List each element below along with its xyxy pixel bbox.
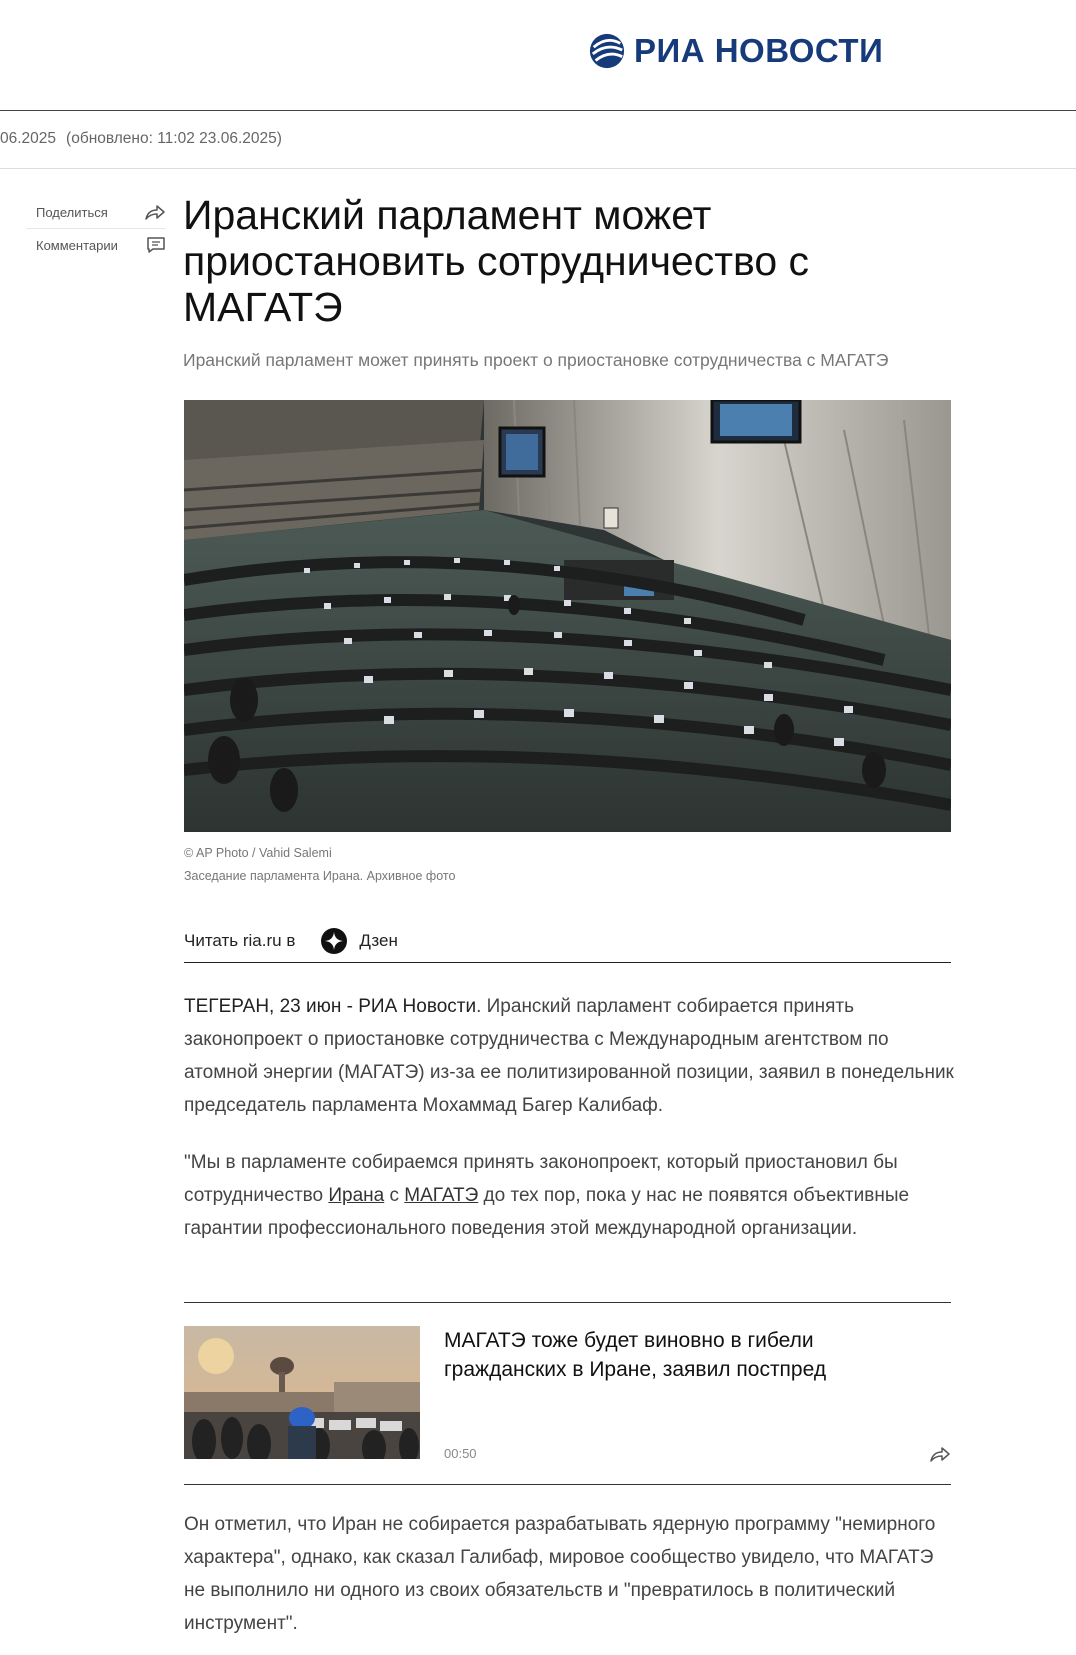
related-video-thumbnail[interactable] [184, 1326, 420, 1459]
related-article[interactable] [184, 1302, 951, 1485]
share-label: Поделиться [36, 204, 108, 220]
dzen-label: Дзен [359, 931, 398, 950]
share-arrow-icon [144, 203, 166, 221]
paragraph-1 [184, 990, 954, 1122]
article-subtitle: Иранский парламент может принять проект о приостановке сотрудничества с МАГАТЭ [183, 350, 889, 370]
comments-button[interactable] [26, 228, 166, 261]
ria-logo[interactable] [588, 30, 883, 72]
site-header [0, 0, 1076, 111]
paragraph-2 [184, 1146, 954, 1245]
publish-date: 06.2025 [0, 130, 57, 147]
comments-label: Комментарии [36, 237, 118, 253]
article-title: Иранский парламент может приостановить сотрудничество с МАГАТЭ [183, 192, 810, 330]
photo-caption: Заседание парламента Ирана. Архивное фото [184, 869, 456, 883]
paragraph-1-text: . Иранский парламент собирается принять законопроект о приостановке сотрудничества с Международным агентством по атомной энергии (МАГАТЭ) из-за ее политизированной позиции, заявил в понедельник председатель парламента Мохаммад Багер Калибаф. [184, 996, 954, 1116]
read-in-label: Читать ria.ru в [184, 931, 296, 950]
ria-globe-icon [588, 32, 626, 70]
paragraph-2-part2: с [384, 1185, 405, 1206]
parliament-hall-illustration [184, 400, 951, 832]
related-title[interactable]: МАГАТЭ тоже будет виновно в гибели гражданских в Иране, заявил постпред [444, 1329, 827, 1381]
comment-icon [146, 236, 166, 254]
iaea-link[interactable]: МАГАТЭ [404, 1185, 479, 1206]
share-arrow-icon[interactable] [929, 1445, 951, 1463]
divider [0, 168, 1076, 169]
paragraph-2-part3: до тех пор, пока у нас не появятся объективные гарантии профессионального поведения этой международной организации. [184, 1185, 910, 1239]
logo-text: РИА НОВОСТИ [634, 32, 884, 69]
article-photo[interactable] [184, 400, 951, 832]
read-in-dzen[interactable] [184, 920, 951, 963]
paragraph-2-part1: "Мы в парламенте собираемся принять законопроект, который приостановил бы сотрудничество [184, 1152, 898, 1206]
updated-date: (обновлено: 11:02 23.06.2025) [66, 130, 282, 147]
lead-dateline: ТЕГЕРАН, 23 июн - РИА Новости [184, 996, 477, 1017]
paragraph-3: Он отметил, что Иран не собирается разрабатывать ядерную программу "немирного характера", однако, как сказал Галибаф, мировое сообщество увидело, что МАГАТЭ не выполнило ни одного из своих обязательств и "превратилось в политический инструмент". [184, 1514, 936, 1634]
photo-credit[interactable]: © AP Photo / Vahid Salemi [184, 846, 332, 860]
share-panel [26, 196, 166, 261]
dzen-icon [321, 928, 347, 954]
video-duration: 00:50 [444, 1446, 477, 1461]
share-button[interactable] [26, 196, 166, 228]
iran-link[interactable]: Ирана [328, 1185, 385, 1206]
explosion-scene-illustration [184, 1326, 420, 1459]
article-dateline [0, 130, 282, 148]
